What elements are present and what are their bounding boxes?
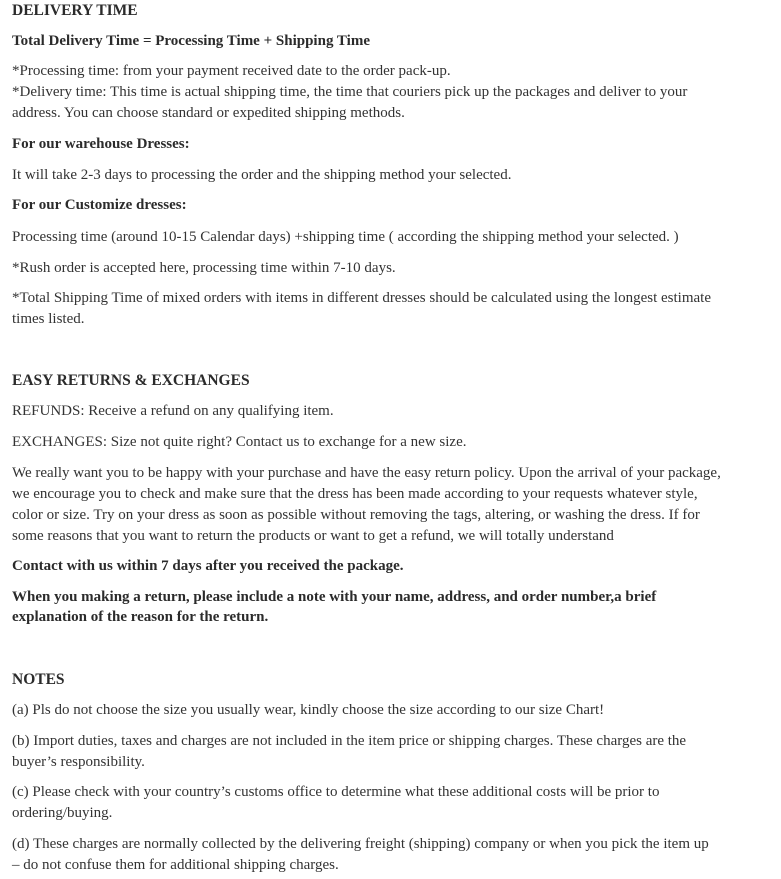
returns-heading: EASY RETURNS & EXCHANGES	[12, 372, 250, 389]
returns-paragraph-line-2: we encourage you to check and make sure that the dress has been made according to your requests whatever style,	[12, 486, 698, 502]
returns-paragraph-line-4: some reasons that you want to return the products or want to get a refund, we will totally understand	[12, 528, 614, 544]
returns-paragraph-line-3: color or size. Try on your dress as soon as possible without removing the tags, altering, or washing the dress. If for	[12, 507, 700, 523]
note-d-line-1: (d) These charges are normally collected by the delivering freight (shipping) company or when you pick the item up	[12, 836, 709, 852]
exchanges-text: EXCHANGES: Size not quite right? Contact us to exchange for a new size.	[12, 434, 467, 450]
contact-text: Contact with us within 7 days after you received the package.	[12, 558, 404, 574]
note-b-line-2: buyer’s responsibility.	[12, 754, 145, 770]
delivery-note-line-2: address. You can choose standard or expedited shipping methods.	[12, 105, 405, 121]
return-note-line-2: explanation of the reason for the return.	[12, 609, 269, 625]
customize-heading: For our Customize dresses:	[12, 197, 187, 213]
warehouse-text: It will take 2-3 days to processing the order and the shipping method your selected.	[12, 167, 512, 183]
processing-note: *Processing time: from your payment received date to the order pack-up.	[12, 63, 451, 79]
mixed-orders-line-2: times listed.	[12, 311, 85, 327]
note-d-line-2: – do not confuse them for additional shipping charges.	[12, 857, 339, 873]
rush-text: *Rush order is accepted here, processing time within 7-10 days.	[12, 260, 396, 276]
note-b-line-1: (b) Import duties, taxes and charges are not included in the item price or shipping charges. These charges are the	[12, 733, 687, 749]
customize-text: Processing time (around 10-15 Calendar days) +shipping time ( according the shipping method your selected. )	[12, 229, 679, 245]
warehouse-heading: For our warehouse Dresses:	[12, 136, 190, 152]
delivery-heading: DELIVERY TIME	[12, 2, 138, 19]
mixed-orders-line-1: *Total Shipping Time of mixed orders with items in different dresses should be calculated using the longest estimate	[12, 290, 711, 306]
note-c-line-1: (c) Please check with your country’s customs office to determine what these additional costs will be prior to	[12, 784, 660, 800]
return-note-line-1: When you making a return, please include a note with your name, address, and order number,a brief	[12, 589, 657, 605]
note-a: (a) Pls do not choose the size you usually wear, kindly choose the size according to our size Chart!	[12, 702, 605, 718]
delivery-formula: Total Delivery Time = Processing Time + Shipping Time	[12, 33, 370, 49]
notes-heading: NOTES	[12, 671, 65, 688]
refunds-text: REFUNDS: Receive a refund on any qualifying item.	[12, 403, 334, 419]
returns-paragraph-line-1: We really want you to be happy with your purchase and have the easy return policy. Upon the arrival of your package,	[12, 465, 721, 481]
delivery-note-line-1: *Delivery time: This time is actual shipping time, the time that couriers pick up the packages and deliver to your	[12, 84, 688, 100]
note-c-line-2: ordering/buying.	[12, 805, 113, 821]
